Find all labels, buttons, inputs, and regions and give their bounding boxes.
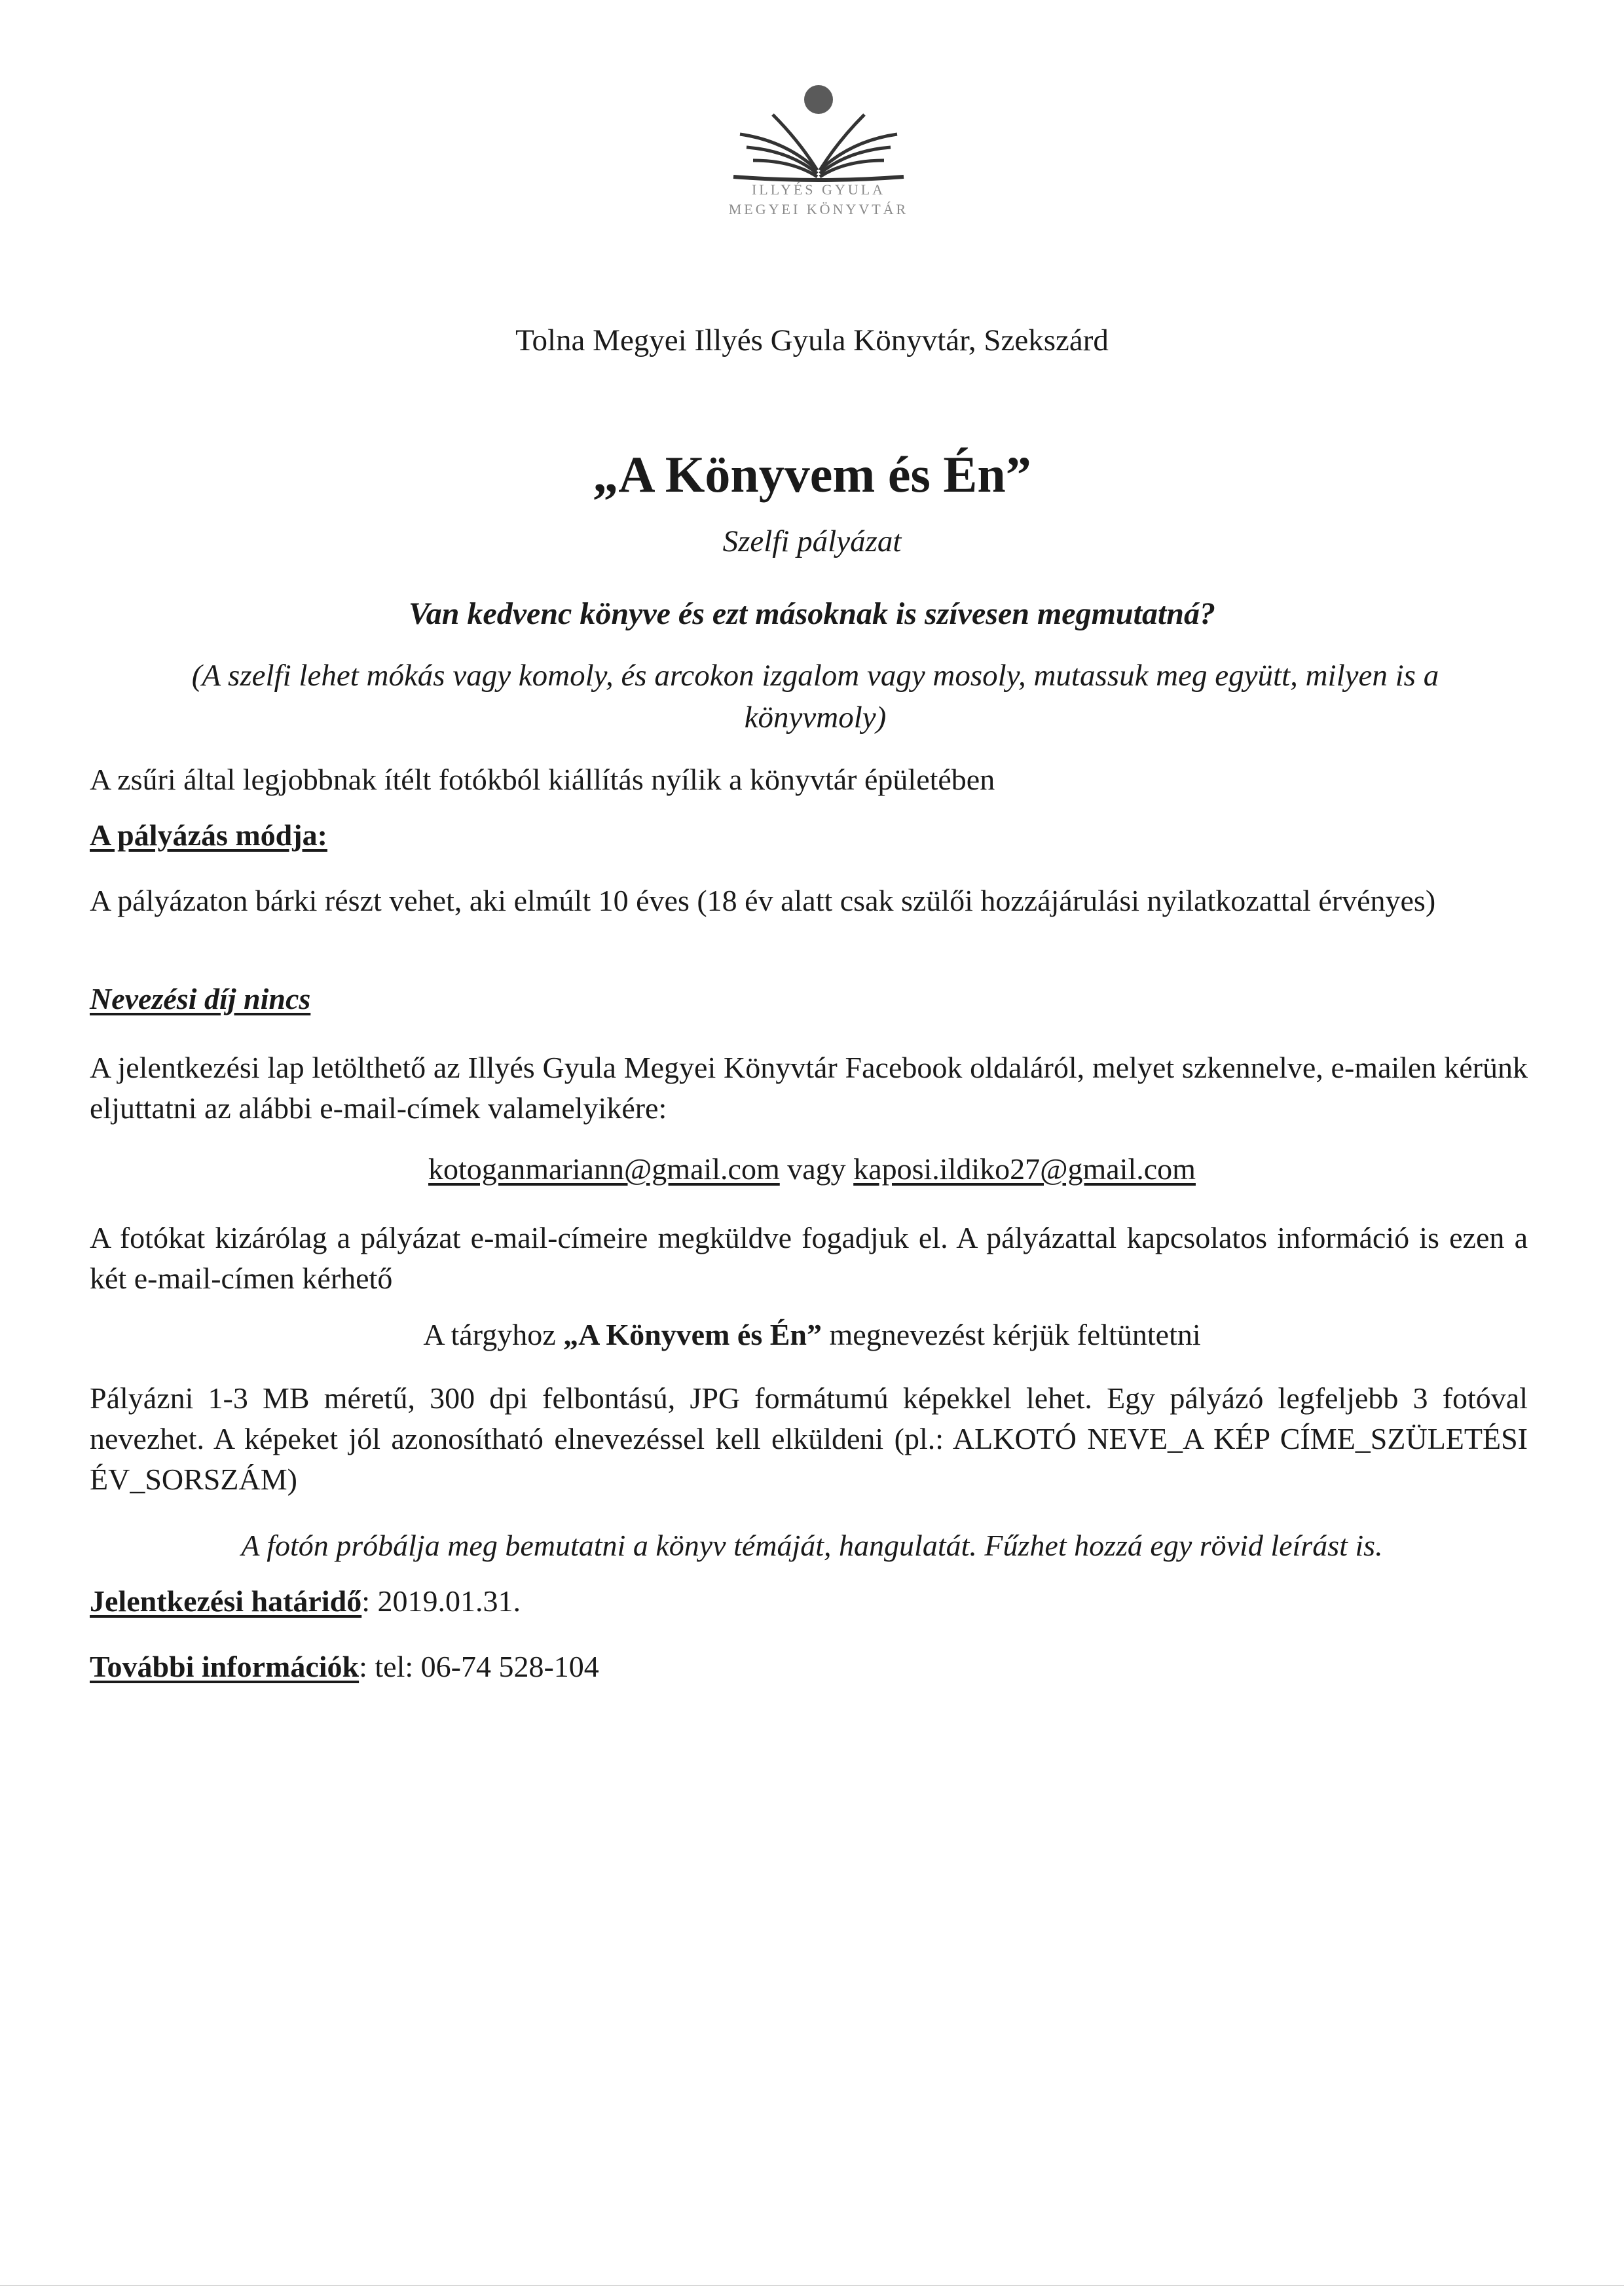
deadline-value: : 2019.01.31. <box>361 1584 521 1618</box>
email-link-2[interactable]: kaposi.ildiko27@gmail.com <box>853 1152 1196 1186</box>
subject-title: „A Könyvem és Én” <box>563 1318 822 1351</box>
photo-tip-text: A fotón próbálja meg bemutatni a könyv témáját, hangulatát. Fűzhet hozzá egy rövid leírást is. <box>241 1529 1383 1562</box>
page-title: „A Könyvem és Én” <box>593 446 1031 503</box>
subject-line <box>85 1315 1539 1355</box>
logo-caption-line1: ILLYÉS GYULA <box>751 181 886 198</box>
subject-suffix: megnevezést kérjük feltüntetni <box>829 1318 1201 1351</box>
fee-heading: Nevezési díj nincs <box>90 982 311 1015</box>
email-line <box>85 1149 1539 1190</box>
tagline-question: Van kedvenc könyve és ezt másoknak is szívesen megmutatná? <box>409 596 1215 631</box>
info-value: : tel: 06-74 528-104 <box>359 1650 599 1683</box>
subtitle: Szelfi pályázat <box>722 524 902 558</box>
subject-prefix: A tárgyhoz <box>423 1318 556 1351</box>
email-link-1[interactable]: kotoganmariann@gmail.com <box>428 1152 780 1186</box>
deadline-label: Jelentkezési határidő <box>90 1584 362 1618</box>
method-heading: A pályázás módja: <box>90 818 327 852</box>
page-bottom-divider <box>0 2285 1624 2286</box>
logo-caption <box>707 180 930 219</box>
info-line <box>90 1647 1528 1687</box>
organization-name: Tolna Megyei Illyés Gyula Könyvtár, Szekszárd <box>515 323 1109 357</box>
photo-info-text: A fotókat kizárólag a pályázat e-mail-címeire megküldve fogadjuk el. A pályázattal kapcsolatos információ is ezen a két e-mail-címen kérhető <box>90 1221 1528 1295</box>
logo-caption-line2: MEGYEI KÖNYVTÁR <box>728 201 909 217</box>
form-info-text: A jelentkezési lap letölthető az Illyés Gyula Megyei Könyvtár Facebook oldaláról, melyet szkennelve, e-mailen kérünk eljuttatni az alábbi e-mail-címek valamelyikére: <box>90 1051 1528 1125</box>
info-label: További információk <box>90 1650 360 1683</box>
requirements-text: Pályázni 1-3 MB méretű, 300 dpi felbontású, JPG formátumú képekkel lehet. Egy pályázó legfeljebb 3 fotóval nevezhet. A képeket jól azonosítható elnevezéssel kell elküldeni (pl.: ALKOTÓ NEVE_A KÉP CÍME_SZÜLETÉSI ÉV_SORSZÁM) <box>90 1381 1528 1496</box>
exhibition-text: A zsűri által legjobbnak ítélt fotókból kiállítás nyílik a könyvtár épületében <box>90 763 995 796</box>
email-joiner: vagy <box>787 1152 846 1186</box>
tagline-note: (A szelfi lehet mókás vagy komoly, és arcokon izgalom vagy mosoly, mutassuk meg együtt, milyen is a könyvmoly) <box>191 659 1439 735</box>
deadline-line <box>90 1581 1528 1622</box>
eligibility-text: A pályázaton bárki részt vehet, aki elmúlt 10 éves (18 év alatt csak szülői hozzájárulási nyilatkozattal érvényes) <box>90 884 1436 917</box>
